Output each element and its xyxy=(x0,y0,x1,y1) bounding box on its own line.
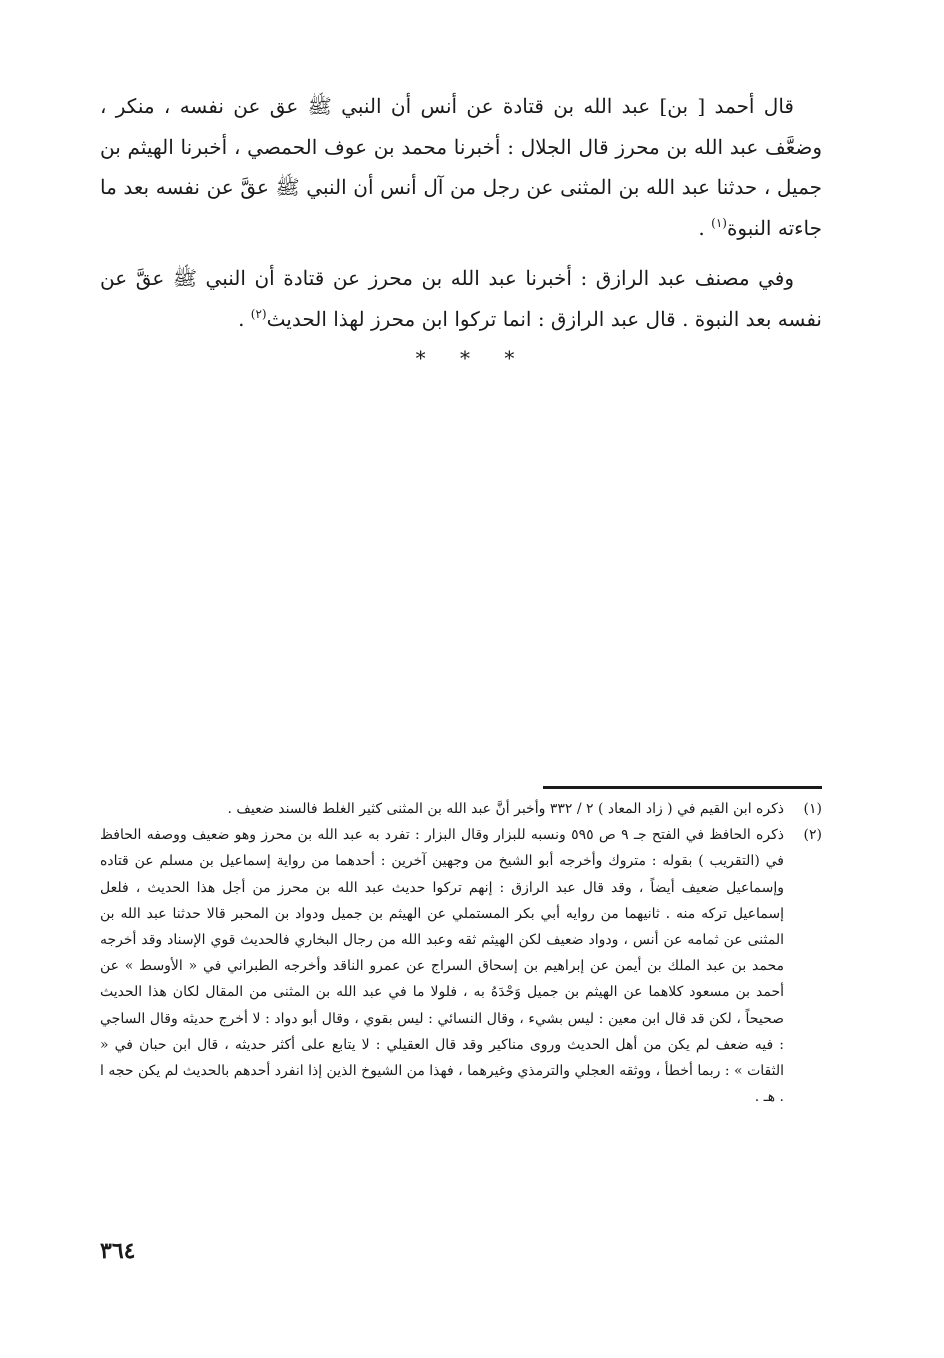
paragraph-1-end: . xyxy=(698,215,712,240)
section-separator: * * * xyxy=(415,346,529,370)
main-text xyxy=(100,86,822,339)
footnote-ref-1: (١) xyxy=(711,215,727,230)
footnote-2-text: ذكره الحافظ في الفتح جـ ٩ ص ٥٩٥ ونسبه للبزار وقال البزار : تفرد به عبد الله بن محرز وهو ضعيف ووصفه الحافظ في (التقريب ) بقوله : متروك وأخرجه أبو الشيخ من وجهين آخرين : أحدهما من رواية إسماعيل بن مسلم عن قتاده وإسماعيل ضعيف أيضاً ، وقد قال عبد الرازق : إنهم تركوا حديث عبد الله بن محرز من أجل هذا الحديث ، فلعل إسماعيل تركه منه . ثانيهما من روايه أبي بكر المستملي عن الهيثم بن جميل ودواد بن المحبر قالا حدثنا عبد الله بن المثنى عن ثمامه عن أنس ، ودواد ضعيف لكن الهيثم ثقه وعبد الله من رجال البخاري فالحديث قوي الإسناد وقد أخرجه محمد بن عبد الملك بن أيمن عن إبراهيم بن إسحاق السراج عن عمرو الناقد وأخرجه الطبراني في « الأوسط » عن أحمد بن مسعود كلاهما عن الهيثم بن جميل وَحْدَهُ به ، فلولا ما في عبد الله بن المثنى من المقال لكان هذا الحديث صحيحاً ، لكن قد قال ابن معين : ليس بشيء ، وقال النسائي : ليس بقوي ، وقال أبو دواد : لا أخرج حديثه وقال الساجي : فيه ضعف لم يكن من أهل الحديث وروى مناكير وقد قال العقيلي : لا يتابع على أكثر حديثه ، قال ابن حبان في « الثقات » : ربما أخطأ ، ووثقه العجلي والترمذي وغيرهما ، فهذا من الشيوخ الذين إذا انفرد أحدهم بالحديث لم يكن حجه ا . هـ . xyxy=(100,827,784,1106)
paragraph-1 xyxy=(100,86,822,248)
footnote-ref-2: (٢) xyxy=(250,306,267,321)
footnote-divider xyxy=(543,786,822,789)
footnote-1 xyxy=(100,796,822,822)
footnote-2-number: (٢) xyxy=(803,827,822,844)
footnote-1-number: (١) xyxy=(803,801,822,817)
paragraph-2 xyxy=(100,258,822,339)
footnotes xyxy=(100,796,822,1110)
paragraph-2-text: وفي مصنف عبد الرازق : أخبرنا عبد الله بن محرز عن قتادة أن النبي ﷺ عقَّ عن نفسه بعد النبوة . قال عبد الرازق : انما تركوا ابن محرز لهذا الحديث xyxy=(100,266,822,331)
footnote-1-text: ذكره ابن القيم في ( زاد المعاد ) ٢ / ٣٣٢ وأخبر أنَّ عبد الله بن المثنى كثير الغلط فالسند ضعيف . xyxy=(227,801,784,817)
footnote-2 xyxy=(100,822,822,1110)
page-number: ٣٦٤ xyxy=(100,1238,136,1264)
paragraph-1-text: قال أحمد [ بن] عبد الله بن قتادة عن أنس أن النبي ﷺ عق عن نفسه ، منكر ، وضعَّف عبد الله بن محرز قال الجلال : أخبرنا محمد بن عوف الحمصي ، أخبرنا الهيثم بن جميل ، حدثنا عبد الله بن المثنى عن رجل من آل أنس أن النبي ﷺ عقَّ عن نفسه بعد ما جاءته النبوة xyxy=(100,94,823,240)
paragraph-2-end: . xyxy=(238,306,251,331)
